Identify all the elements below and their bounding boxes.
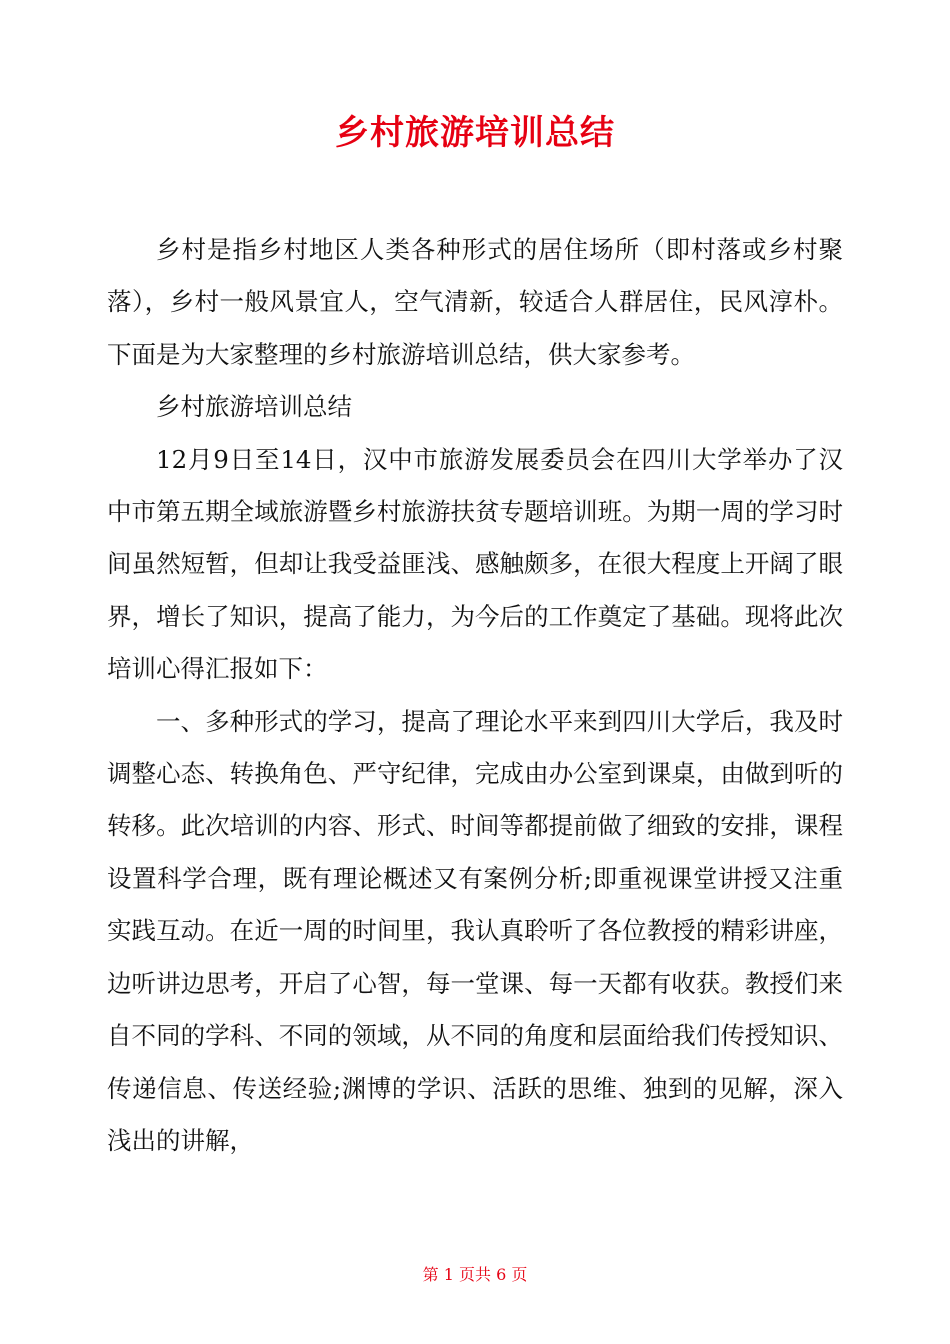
paragraph-intro: 乡村是指乡村地区人类各种形式的居住场所（即村落或乡村聚落），乡村一般风景宜人，空气清新，较适合人群居住，民风淳朴。下面是为大家整理的乡村旅游培训总结，供大家参考。	[107, 235, 843, 369]
paragraph-training-overview: 12月9日至14日，汉中市旅游发展委员会在四川大学举办了汉中市第五期全域旅游暨乡村旅游扶贫专题培训班。为期一周的学习时间虽然短暂，但却让我受益匪浅、感触颇多，在很大程度上开阔了眼界，增长了知识，提高了能力，为今后的工作奠定了基础。现将此次培训心得汇报如下：	[107, 444, 843, 684]
document-title: 乡村旅游培训总结	[335, 113, 615, 153]
page-number-footer: 第 1 页共 6 页	[422, 1265, 528, 1284]
document-body	[107, 224, 843, 1167]
paragraph-section-one: 一、多种形式的学习，提高了理论水平来到四川大学后，我及时调整心态、转换角色、严守纪律，完成由办公室到课桌，由做到听的转移。此次培训的内容、形式、时间等都提前做了细致的安排，课程设置科学合理，既有理论概述又有案例分析;即重视课堂讲授又注重实践互动。在近一周的时间里，我认真聆听了各位教授的精彩讲座，边听讲边思考，开启了心智，每一堂课、每一天都有收获。教授们来自不同的学科、不同的领域，从不同的角度和层面给我们传授知识、传递信息、传送经验;渊博的学识、活跃的思维、独到的见解，深入浅出的讲解，	[107, 706, 843, 1155]
paragraph-subtitle: 乡村旅游培训总结	[156, 392, 352, 422]
